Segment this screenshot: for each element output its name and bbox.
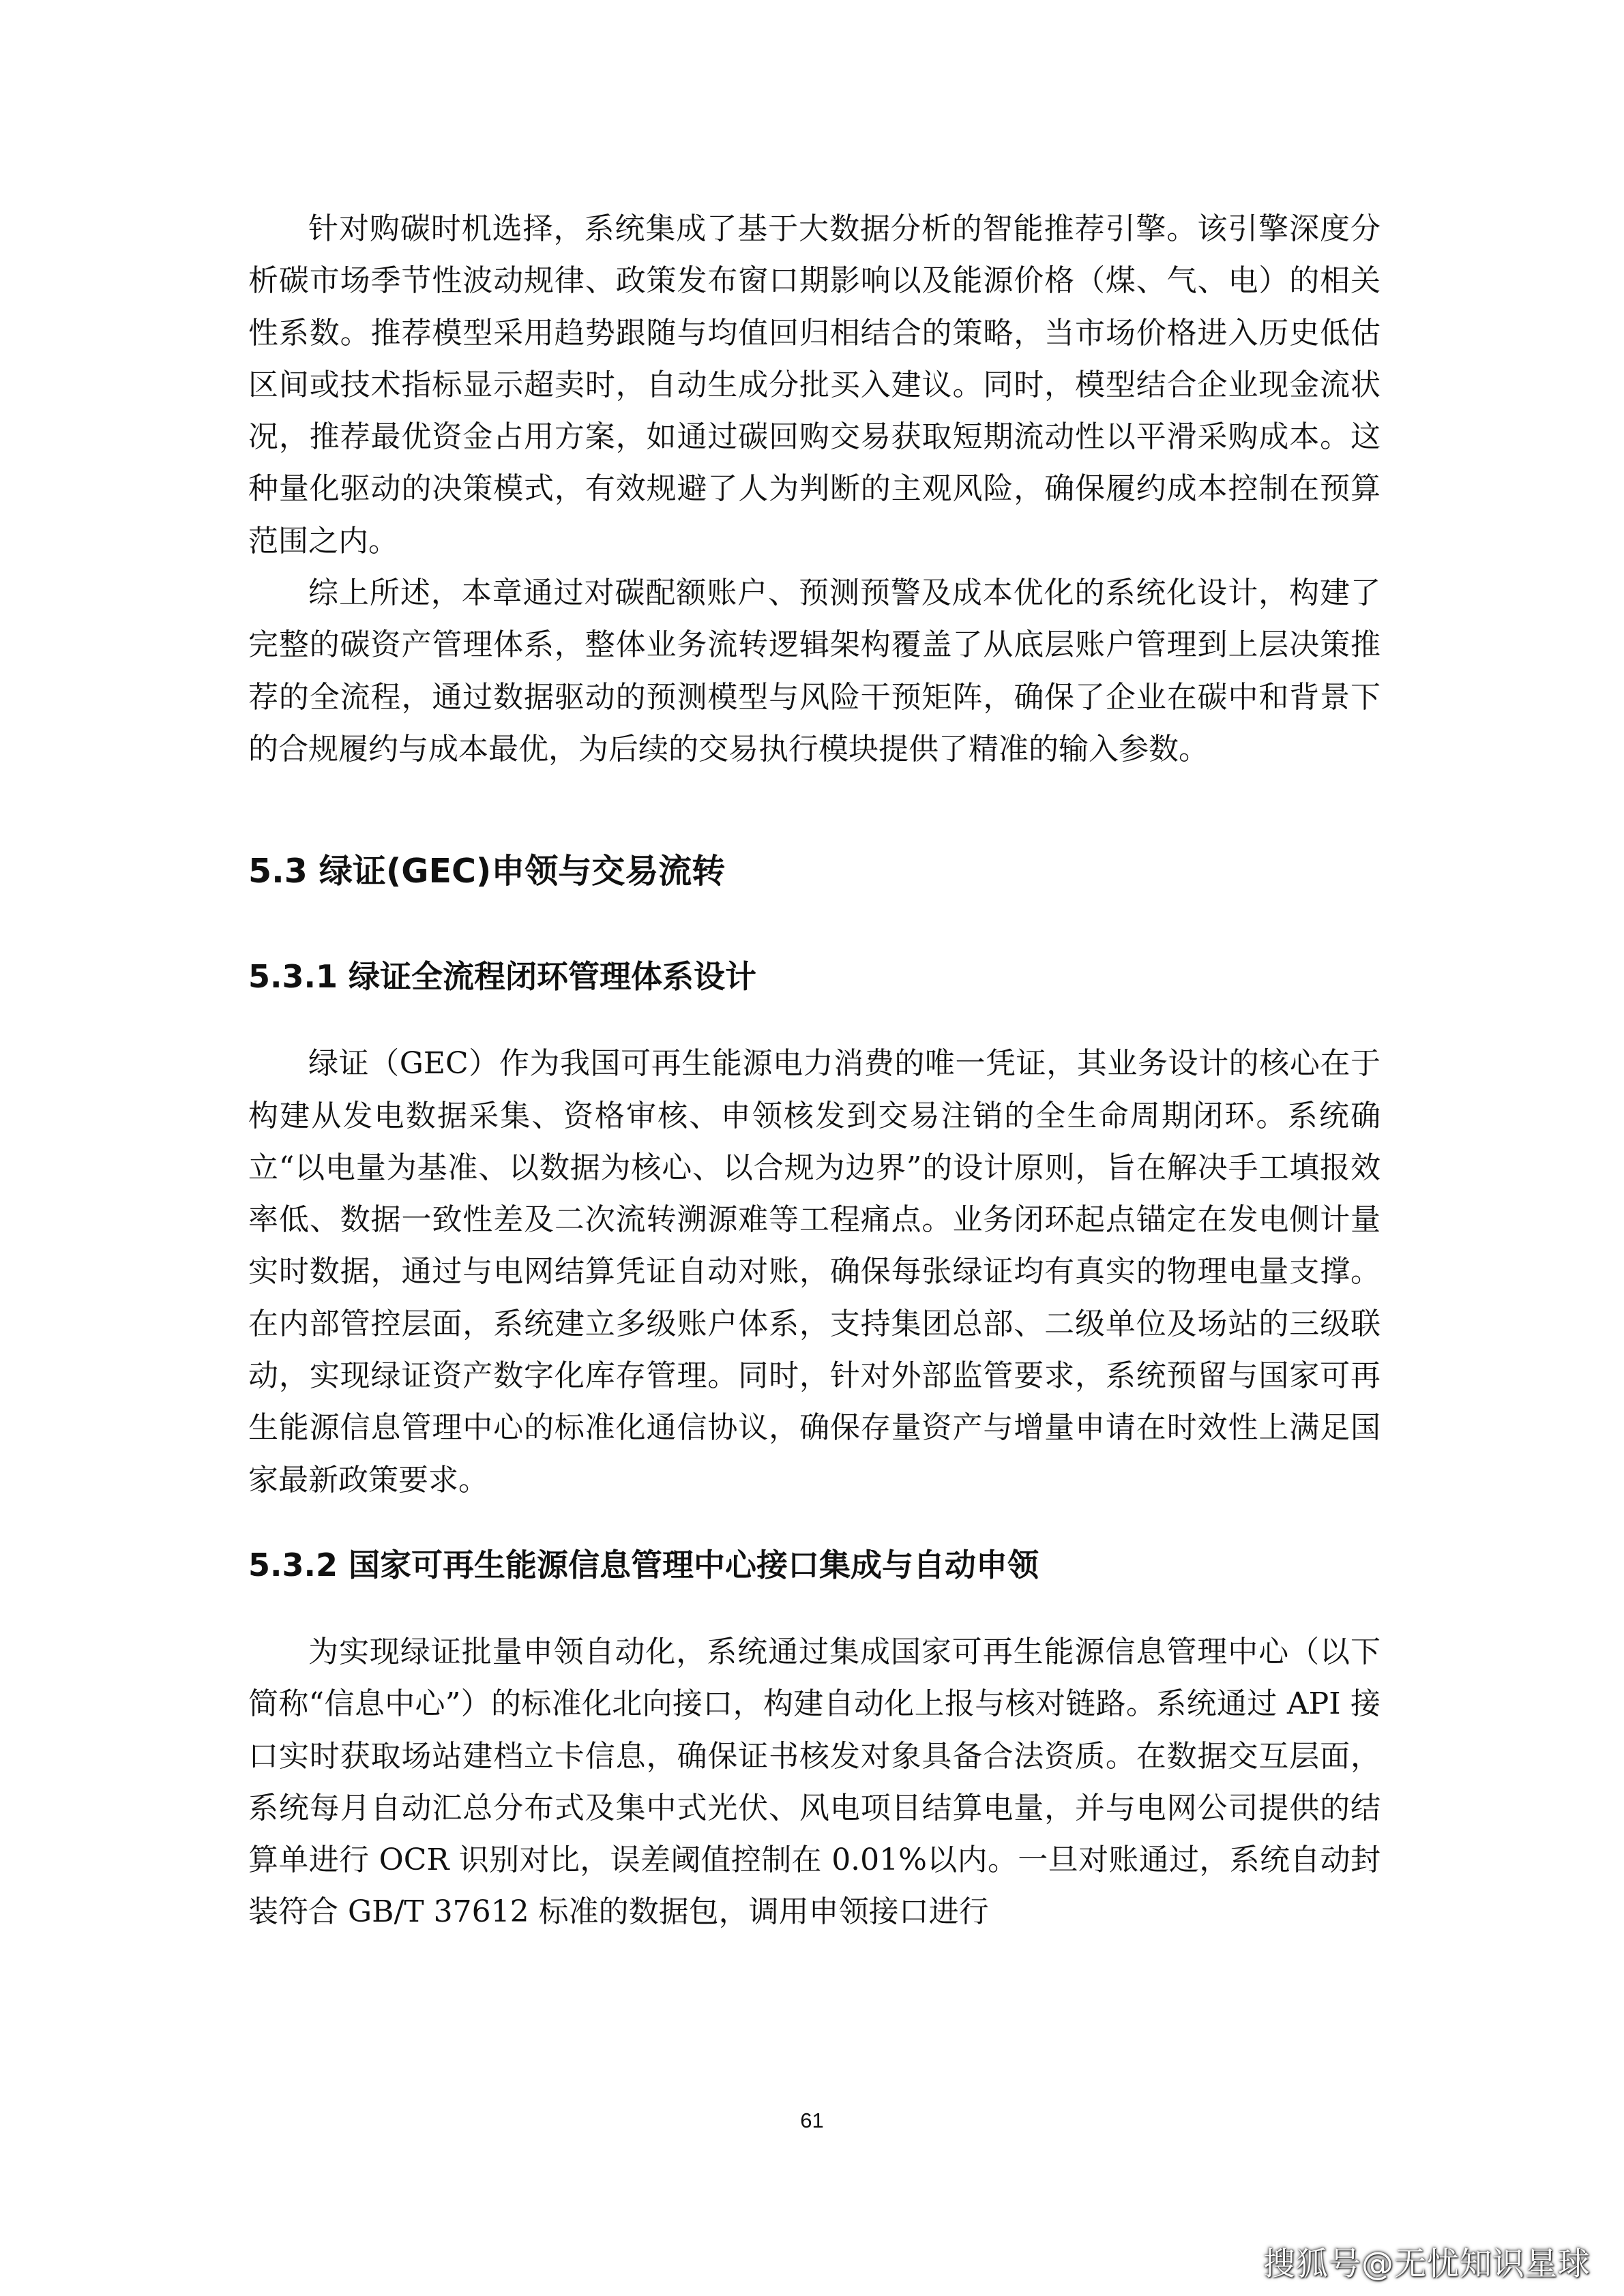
paragraph-interface-integration: 为实现绿证批量申领自动化，系统通过集成国家可再生能源信息管理中心（以下简称“信息中心”）的标准化北向接口，构建自动化上报与核对链路。系统通过 API 接口实时获取场站建档立卡信息，确保证书核发对象具备合法资质。在数据交互层面，系统每月自动汇总分布式及集中式光伏、风电项目结算电量，并与电网公司提供的结算单进行 OCR 识别对比，误差阈值控制在 0.01%以内。一旦对账通过，系统自动封装符合 GB/T 37612 标准的数据包，调用申领接口进行 (248, 1634, 1381, 1930)
paragraph-purchase-timing: 针对购碳时机选择，系统集成了基于大数据分析的智能推荐引擎。该引擎深度分析碳市场季节性波动规律、政策发布窗口期影响以及能源价格（煤、气、电）的相关性系数。推荐模型采用趋势跟随与均值回归相结合的策略，当市场价格进入历史低估区间或技术指标显示超卖时，自动生成分批买入建议。同时，模型结合企业现金流状况，推荐最优资金占用方案，如通过碳回购交易获取短期流动性以平滑采购成本。这种量化驱动的决策模式，有效规避了人为判断的主观风险，确保履约成本控制在预算范围之内。 (248, 211, 1381, 558)
section-heading-5-3: 5.3 绿证(GEC)申领与交易流转 (248, 852, 726, 891)
paragraph-gec-lifecycle: 绿证（GEC）作为我国可再生能源电力消费的唯一凭证，其业务设计的核心在于构建从发电数据采集、资格审核、申领核发到交易注销的全生命周期闭环。系统确立“以电量为基准、以数据为核心、以合规为边界”的设计原则，旨在解决手工填报效率低、数据一致性差及二次流转溯源难等工程痛点。业务闭环起点锚定在发电侧计量实时数据，通过与电网结算凭证自动对账，确保每张绿证均有真实的物理电量支撑。在内部管控层面，系统建立多级账户体系，支持集团总部、二级单位及场站的三级联动，实现绿证资产数字化库存管理。同时，针对外部监管要求，系统预留与国家可再生能源信息管理中心的标准化通信协议，确保存量资产与增量申请在时效性上满足国家最新政策要求。 (248, 1046, 1381, 1497)
page-content (248, 203, 1381, 1939)
paragraph-chapter-summary: 综上所述，本章通过对碳配额账户、预测预警及成本优化的系统化设计，构建了完整的碳资产管理体系，整体业务流转逻辑架构覆盖了从底层账户管理到上层决策推荐的全流程，通过数据驱动的预测模型与风险干预矩阵，确保了企业在碳中和背景下的合规履约与成本最优，为后续的交易执行模块提供了精准的输入参数。 (248, 576, 1381, 766)
page-number: 61 (800, 2108, 824, 2132)
source-watermark: 搜狐号@无忧知识星球 (1263, 2246, 1591, 2283)
section-heading-5-3-1: 5.3.1 绿证全流程闭环管理体系设计 (248, 958, 756, 996)
section-heading-5-3-2: 5.3.2 国家可再生能源信息管理中心接口集成与自动申领 (248, 1546, 1039, 1583)
